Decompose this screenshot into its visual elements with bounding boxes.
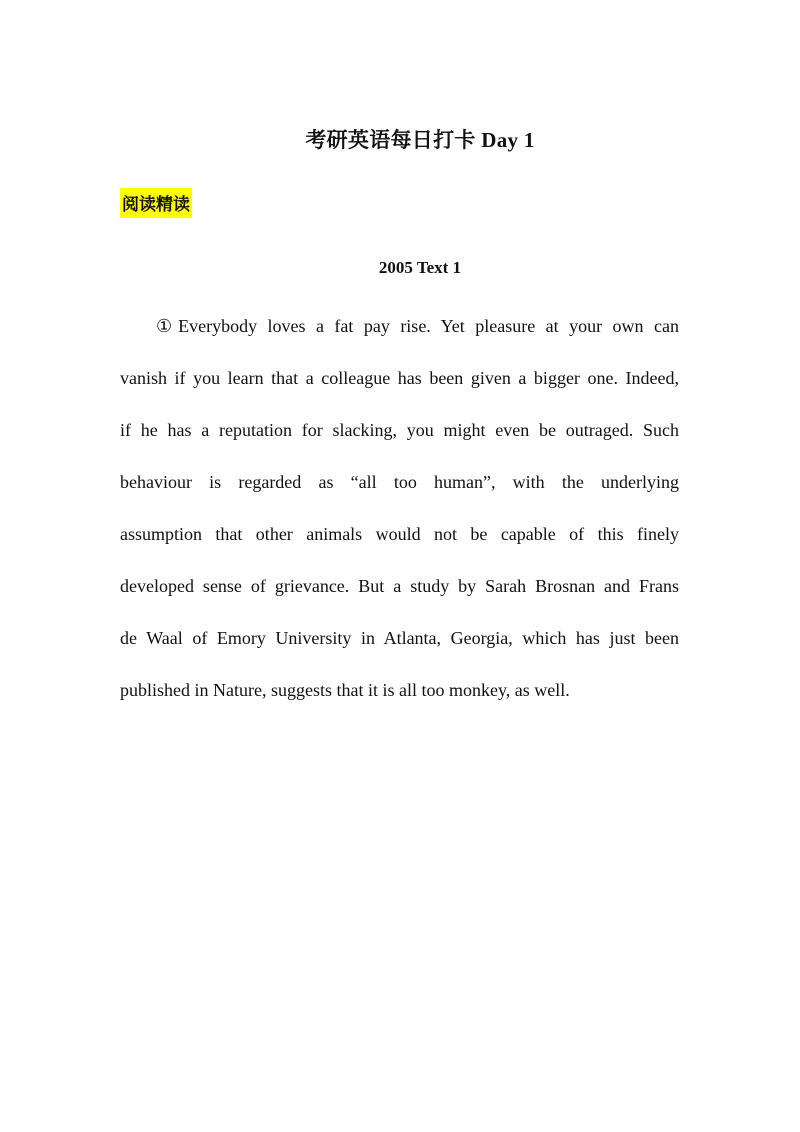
passage-line-5: assumption that other animals would not be capable of this finely	[120, 524, 679, 544]
passage-line-6: developed sense of grievance. But a study by Sarah Brosnan and Frans	[120, 576, 679, 596]
passage-line-1: ①Everybody loves a fat pay rise. Yet pleasure at your own can	[156, 316, 679, 336]
page-title: 考研英语每日打卡 Day 1	[305, 128, 535, 152]
passage-line-4: behaviour is regarded as “all too human”, with the underlying	[120, 472, 679, 492]
passage-line-2: vanish if you learn that a colleague has been given a bigger one. Indeed,	[120, 368, 679, 388]
passage-title: 2005 Text 1	[378, 258, 462, 277]
reading-passage	[120, 304, 679, 720]
passage-line-7: de Waal of Emory University in Atlanta, Georgia, which has just been	[120, 628, 679, 648]
section-label-highlighted: 阅读精读	[120, 188, 192, 218]
passage-line-3: if he has a reputation for slacking, you might even be outraged. Such	[120, 420, 679, 440]
passage-line-8: published in Nature, suggests that it is all too monkey, as well.	[120, 680, 570, 700]
